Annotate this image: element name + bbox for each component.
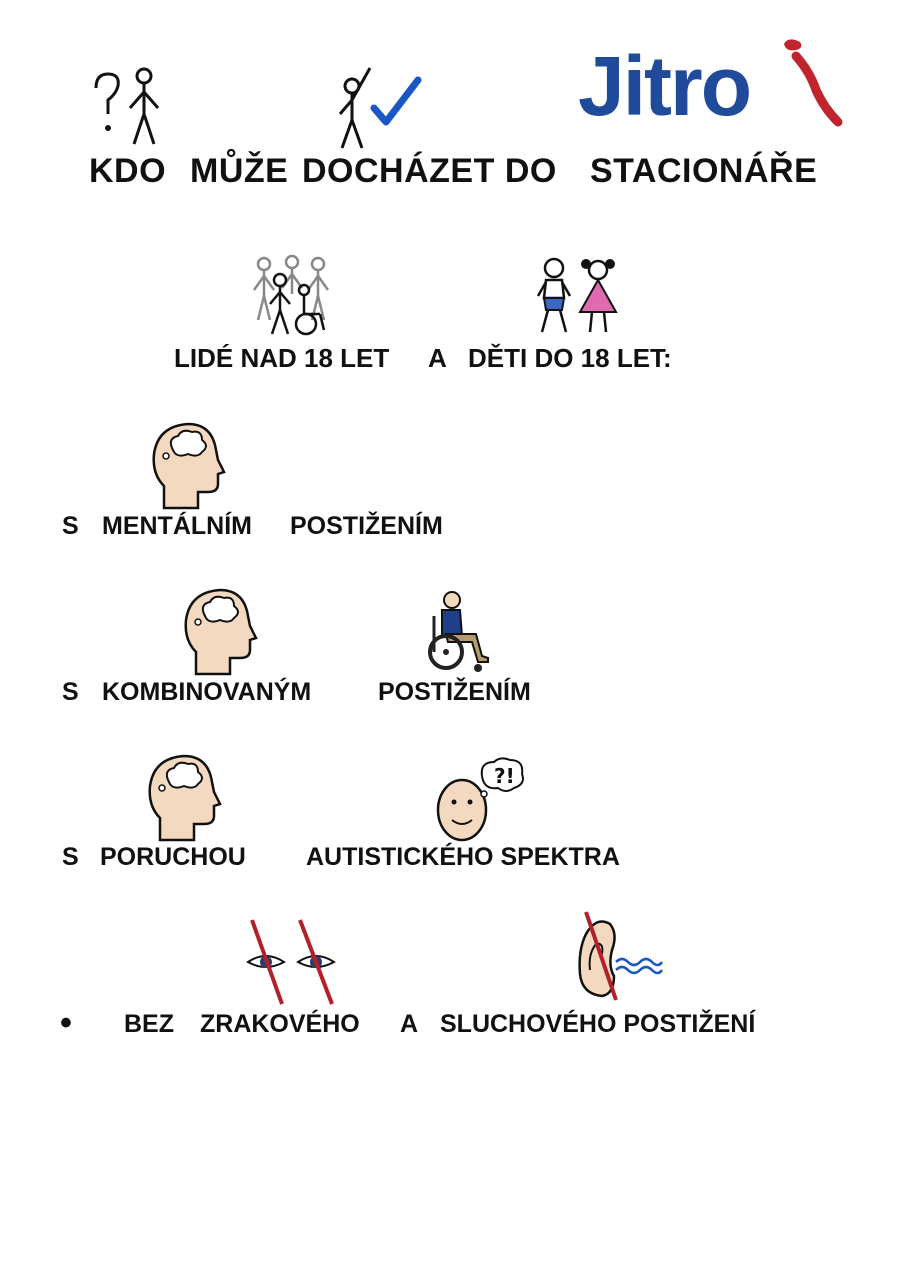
row1-prefix: S bbox=[62, 512, 79, 540]
wheelchair-person-icon bbox=[426, 588, 498, 672]
bullet: • bbox=[60, 1004, 73, 1042]
question-person-icon bbox=[88, 66, 168, 146]
label-children: DĚTI DO 18 LET: bbox=[468, 343, 672, 373]
crossed-eyes-icon bbox=[246, 918, 338, 1006]
row2-word2: POSTIŽENÍM bbox=[378, 678, 531, 706]
row1-word2: POSTIŽENÍM bbox=[290, 512, 443, 540]
excl-word-a: A bbox=[400, 1010, 419, 1038]
row3-word2: AUTISTICKÉHO SPEKTRA bbox=[306, 843, 620, 871]
excl-word-bez: BEZ bbox=[124, 1010, 174, 1038]
jitro-logo bbox=[578, 36, 844, 142]
logo-text: Jitro bbox=[578, 39, 751, 133]
logo-wheelchair-mark bbox=[774, 36, 844, 136]
brain-head-icon bbox=[182, 586, 256, 676]
row2-word1: KOMBINOVANÝM bbox=[102, 678, 312, 706]
row3-word1: PORUCHOU bbox=[100, 843, 246, 871]
children-icon bbox=[534, 256, 624, 336]
excl-word-sluchoveho: SLUCHOVÉHO POSTIŽENÍ bbox=[440, 1010, 756, 1038]
thinking-face-icon bbox=[436, 756, 528, 846]
person-check-icon bbox=[332, 64, 422, 148]
crossed-ear-icon bbox=[574, 910, 664, 1002]
title-word-kdo: KDO bbox=[89, 152, 167, 190]
row3-prefix: S bbox=[62, 843, 79, 871]
excl-word-zrakoveho: ZRAKOVÉHO bbox=[200, 1010, 360, 1038]
row1-word1: MENTÁLNÍM bbox=[102, 512, 252, 540]
brain-head-icon bbox=[146, 752, 220, 842]
label-and: A bbox=[428, 343, 447, 373]
adults-group-icon bbox=[250, 254, 334, 334]
brain-head-icon bbox=[150, 420, 224, 510]
title-word-muze: MŮŽE bbox=[190, 152, 289, 190]
title-word-stacionare: STACIONÁŘE bbox=[590, 152, 818, 190]
title-word-dochazet: DOCHÁZET DO bbox=[302, 152, 557, 190]
svg-text:?!: ?! bbox=[494, 764, 515, 788]
label-adults: LIDÉ NAD 18 LET bbox=[174, 343, 390, 373]
row2-prefix: S bbox=[62, 678, 79, 706]
